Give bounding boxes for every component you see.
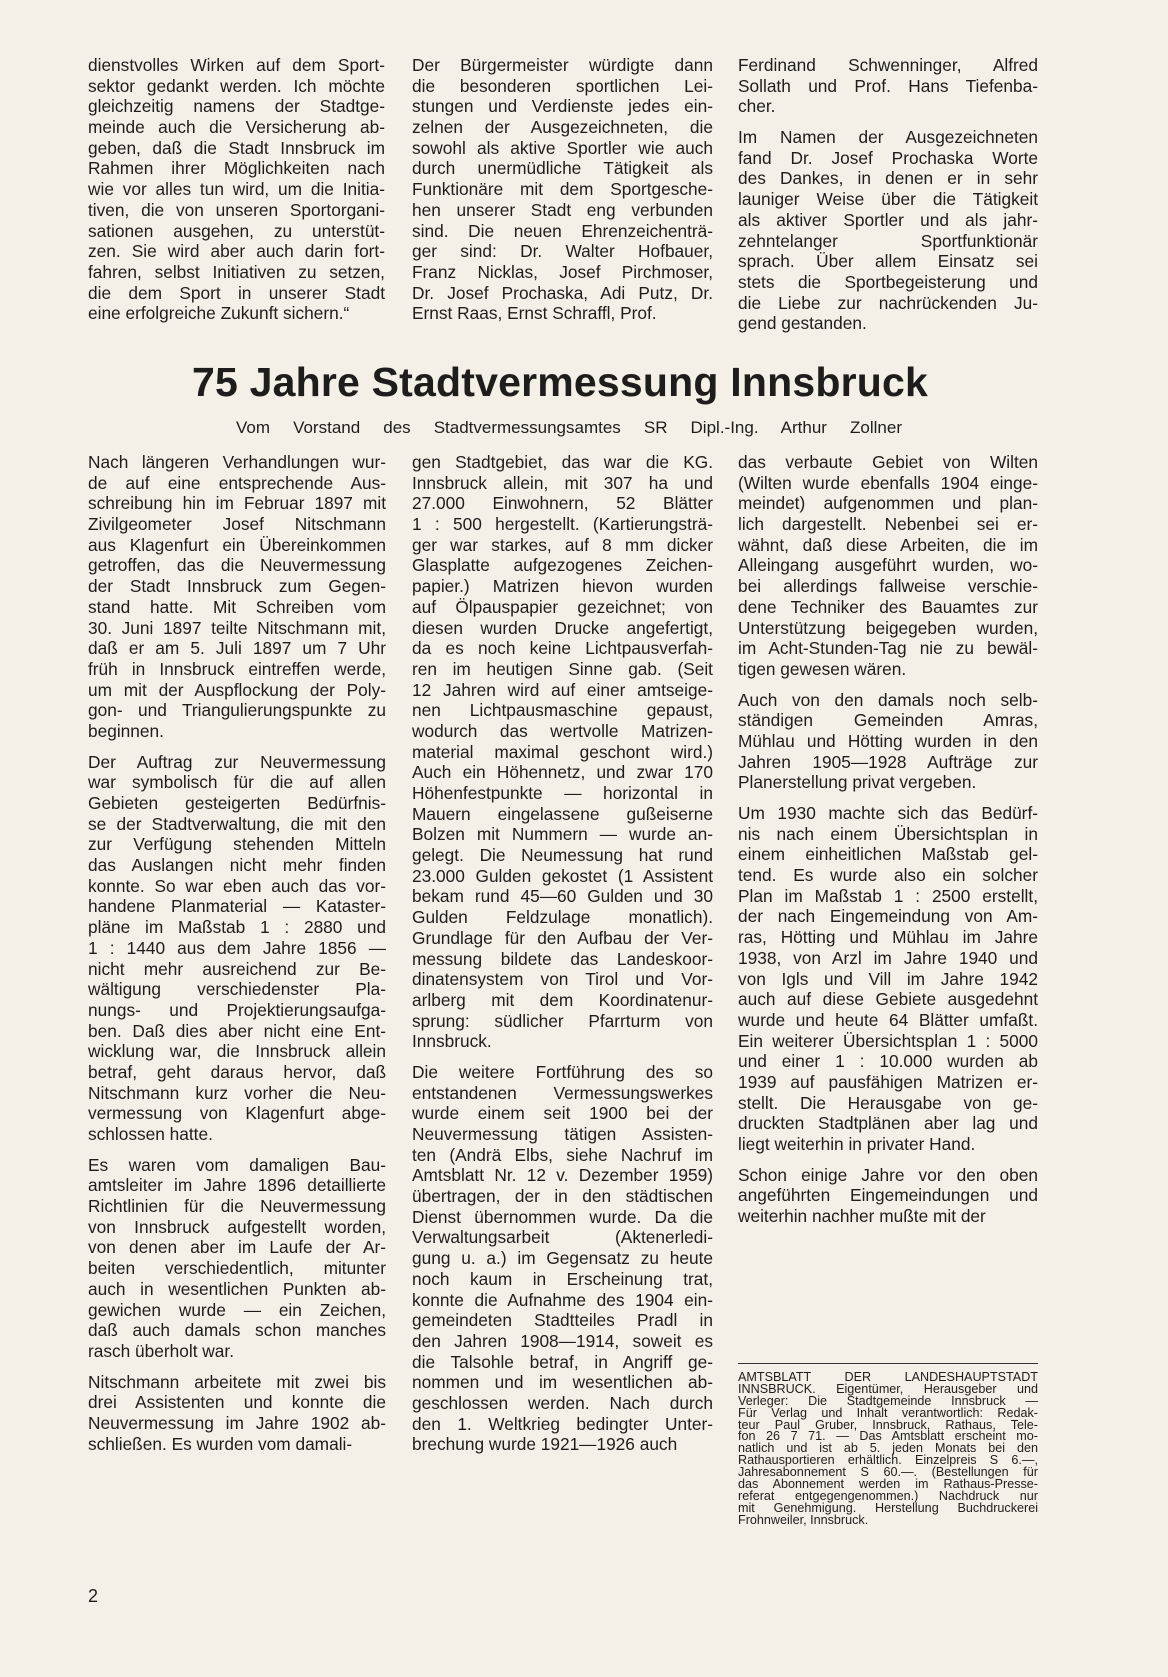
text-line: 30. Juni 1897 teilte Nitschmann mit,	[88, 617, 386, 638]
text-line: nicht mehr ausreichend zur Be-	[88, 958, 386, 979]
text-line: Amtsblatt Nr. 12 v. Dezember 1959)	[412, 1165, 713, 1186]
text-line: referat entgegengenommen.) Nachdruck nur	[738, 1488, 1038, 1503]
text-line: früh in Innsbruck eintreffen werde,	[88, 658, 386, 679]
text-line: daß er am 5. Juli 1897 um 7 Uhr	[88, 638, 386, 659]
text-line: den Jahren 1908—1914, soweit es	[412, 1330, 713, 1351]
text-line: Innsbruck.	[412, 1031, 492, 1052]
text-line: zur Verfügung stehenden Mitteln	[88, 834, 386, 855]
text-line: Gebieten gesteigerten Bedürfnis-	[88, 793, 386, 813]
text-line: einem einheitlichen Maßstab gel-	[738, 844, 1038, 865]
text-line: auch in wesentlichen Punkten ab-	[88, 1278, 386, 1299]
text-line: zelnen der Ausgezeichneten, die	[412, 117, 713, 138]
text-line: nen Lichtpausmaschine gepaust,	[412, 700, 713, 721]
text-line: die Liebe zur nachrückenden Ju-	[738, 292, 1038, 313]
text-line: schließen. Es wurden vom damali-	[88, 1433, 353, 1454]
text-line: fahren, selbst Initiativen zu setzen,	[88, 261, 385, 282]
text-line: ras, Hötting und Mühlau im Jahre	[738, 927, 1038, 948]
text-line: ger sind: Dr. Walter Hofbauer,	[412, 241, 713, 262]
paragraph	[738, 690, 1038, 793]
text-line: übertragen, der in den städtischen	[412, 1186, 713, 1207]
text-line: konnte die Aufnahme des 1904 ein-	[412, 1289, 713, 1310]
text-line: Verwaltungsarbeit (Aktenerledi-	[412, 1227, 713, 1248]
text-line: stand hatte. Mit Schreiben vom	[88, 596, 386, 617]
text-line: amtsleiter im Jahre 1896 detaillierte	[88, 1175, 386, 1196]
text-line: aus Klagenfurt ein Übereinkommen	[88, 534, 386, 555]
text-line: gon- und Triangulierungspunkte zu	[88, 700, 386, 721]
text-line: eine erfolgreiche Zukunft sichern.“	[88, 303, 350, 324]
text-line: 23.000 Gulden gekostet (1 Assistent	[412, 865, 713, 886]
paragraph	[738, 1372, 1038, 1527]
paragraph	[88, 1155, 386, 1362]
text-line: weiterhin nachher mußte mit der	[738, 1206, 986, 1227]
article-column-2	[412, 452, 713, 1465]
text-line: cher.	[738, 96, 776, 117]
text-line: der Stadt Innsbruck zum Gegen-	[88, 576, 386, 597]
text-line: druckten Stadtplänen aber lag und	[738, 1113, 1038, 1134]
paragraph	[738, 803, 1038, 1155]
text-line: die dem Sport in unserer Stadt	[88, 282, 385, 303]
imprint-box	[738, 1363, 1038, 1537]
text-line: wähnt, daß diese Arbeiten, die im	[738, 534, 1038, 555]
text-line: die Talsohle betraf, in Angriff ge-	[412, 1351, 713, 1372]
text-line: se der Stadtverwaltung, die mit den	[88, 813, 386, 834]
text-line: gewichen wurde — ein Zeichen,	[88, 1299, 386, 1320]
paragraph	[738, 1165, 1038, 1227]
text-line: Mühlau und Hötting wurden in den	[738, 730, 1038, 751]
text-line: dene Techniker des Bauamtes zur	[738, 596, 1038, 617]
text-line: stungen und Verdienste jedes ein-	[412, 96, 713, 117]
text-line: Ferdinand Schwenninger, Alfred	[738, 55, 1038, 75]
text-line: dienstvolles Wirken auf dem Sport-	[88, 55, 385, 75]
text-line: schlossen hatte.	[88, 1124, 213, 1144]
text-line: Bolzen mit Nummern — wurde an-	[412, 824, 713, 845]
text-line: Nitschmann kurz vorher die Neu-	[88, 1082, 386, 1103]
text-line: bekam rund 45—60 Gulden und 30	[412, 886, 713, 907]
text-line: von denen aber im Laufe der Ar-	[88, 1237, 386, 1258]
text-line: Der Auftrag zur Neuvermessung	[88, 751, 386, 772]
text-line: Alleingang ausgeführt wurden, wo-	[738, 555, 1038, 576]
article-title: 75 Jahre Stadtvermessung Innsbruck	[192, 359, 928, 405]
article-byline: Vom Vorstand des Stadtvermessungsamtes SR Dipl.-Ing. Arthur Zollner	[236, 418, 902, 437]
text-line: tigen gewesen wären.	[738, 658, 907, 679]
paragraph	[88, 752, 386, 1145]
text-line: zehntelanger Sportfunktionär	[738, 230, 1038, 251]
text-line: ger war starkes, auf 8 mm dicker	[412, 534, 713, 555]
paragraph	[412, 452, 713, 1052]
text-line: 1 : 500 hergestellt. (Kartierungsträ-	[412, 514, 713, 535]
text-line: beiten verschiedentlich, mitunter	[88, 1258, 386, 1279]
text-line: teur Paul Gruber, Innsbruck, Rathaus, Tele-	[738, 1417, 1038, 1432]
paragraph	[738, 55, 1038, 117]
text-line: um mit der Auspflockung der Poly-	[88, 679, 386, 700]
text-line: sowohl als aktive Sportler wie auch	[412, 137, 713, 158]
text-line: gung u. a.) im Gegensatz zu heute	[412, 1248, 713, 1269]
text-line: des Dankes, in denen er in sehr	[738, 168, 1038, 189]
text-line: mit Genehmigung. Herstellung Buchdruckerei	[738, 1500, 1038, 1515]
text-line: wurde und heute 64 Blätter umfaßt.	[738, 1009, 1038, 1030]
text-line: Im Namen der Ausgezeichneten	[738, 127, 1038, 148]
text-line: von Igls und Vill im Jahre 1942	[738, 968, 1038, 989]
text-line: geben, daß die Stadt Innsbruck im	[88, 137, 385, 158]
text-line: Ernst Raas, Ernst Schraffl, Prof.	[412, 303, 657, 324]
text-line: Die weitere Fortführung des so	[412, 1061, 713, 1082]
text-line: Für Verlag und Inhalt verantwortlich: Redak-	[738, 1405, 1038, 1420]
text-line: wältigung verschiedenster Pla-	[88, 979, 386, 1000]
text-line: konnte. So war eben auch das vor-	[88, 875, 386, 896]
text-line: nis nach einem Übersichtsplan in	[738, 823, 1038, 844]
text-line: (Wilten wurde ebenfalls 1904 einge-	[738, 472, 1038, 493]
text-line: Plan im Maßstab 1 : 2500 erstellt,	[738, 885, 1038, 906]
page-number: 2	[88, 1586, 99, 1606]
text-line: das Abonnement werden im Rathaus-Presse-	[738, 1477, 1038, 1492]
text-line: Unterstützung beigegeben wurden,	[738, 617, 1038, 638]
text-line: meinde auch die Versicherung ab-	[88, 117, 385, 138]
text-line: geschlossen werden. Nach durch	[412, 1392, 713, 1413]
text-line: gelegt. Die Neumessung hat rund	[412, 845, 713, 866]
text-line: Es waren vom damaligen Bau-	[88, 1154, 386, 1175]
top-column-3	[738, 55, 1038, 344]
text-line: pläne im Maßstab 1 : 2880 und	[88, 917, 386, 938]
text-line: dinatensystem von Tirol und Vor-	[412, 969, 713, 990]
text-line: den 1. Weltkrieg bedingter Unter-	[412, 1413, 713, 1434]
text-line: und einer 1 : 10.000 wurden ab	[738, 1051, 1038, 1072]
text-line: tiven, die von unseren Sportorgani-	[88, 199, 385, 220]
text-line: arlberg mit dem Koordinatenur-	[412, 989, 713, 1010]
text-line: ren im heutigen Sinne gab. (Seit	[412, 658, 713, 679]
text-line: sprung: südlicher Pfarrturm von	[412, 1010, 713, 1031]
text-line: 1 : 1440 aus dem Jahre 1856 —	[88, 937, 386, 958]
text-line: auf Ölpauspapier gezeichnet; von	[412, 596, 713, 617]
text-line: Schon einige Jahre vor den oben	[738, 1164, 1038, 1185]
text-line: natlich und ist ab 5. jeden Monats bei den	[738, 1441, 1038, 1456]
text-line: Nach längeren Verhandlungen wur-	[88, 452, 386, 472]
text-line: im Acht-Stunden-Tag nie zu bewäl-	[738, 638, 1038, 659]
text-line: Innsbruck allein, mit 307 ha und	[412, 472, 713, 493]
text-line: Neuvermessung im Jahre 1902 ab-	[88, 1412, 386, 1433]
text-line: da es noch keine Lichtpausverfah-	[412, 638, 713, 659]
text-line: Rathausportieren erhältlich. Einzelpreis S 6.—,	[738, 1453, 1038, 1468]
text-line: als aktiver Sportler und als jahr-	[738, 209, 1038, 230]
text-line: Funktionäre mit dem Sportgesche-	[412, 179, 713, 200]
text-line: stets die Sportbegeisterung und	[738, 271, 1038, 292]
text-line: Ein weiterer Übersichtsplan 1 : 5000	[738, 1030, 1038, 1051]
text-line: nommen und im wesentlichen ab-	[412, 1372, 713, 1393]
text-line: Dr. Josef Prochaska, Adi Putz, Dr.	[412, 282, 713, 303]
text-line: liegt weiterhin in privater Hand.	[738, 1134, 976, 1154]
paragraph	[88, 1372, 386, 1455]
text-line: Richtlinien für die Neuvermessung	[88, 1196, 386, 1217]
text-line: wicklung war, die Innsbruck allein	[88, 1041, 386, 1062]
text-line: durch unermüdliche Tätigkeit als	[412, 158, 713, 179]
paragraph	[412, 1062, 713, 1455]
text-line: ten (Andrä Elbs, siehe Nachruf im	[412, 1144, 713, 1165]
text-line: Frohnweiler, Innsbruck.	[738, 1512, 869, 1527]
text-line: vermessung von Klagenfurt abge-	[88, 1103, 386, 1124]
text-line: Sollath und Prof. Hans Tiefenba-	[738, 75, 1038, 96]
text-line: INNSBRUCK. Eigentümer, Herausgeber und	[738, 1381, 1038, 1396]
text-line: Jahren 1905—1928 Aufträge zur	[738, 751, 1038, 772]
text-line: bei allerdings fallweise verschie-	[738, 576, 1038, 597]
text-line: getroffen, das die Neuvermessung	[88, 555, 386, 576]
text-line: 12 Jahren wird auf einer amtseige-	[412, 679, 713, 700]
text-line: de auf eine entsprechende Aus-	[88, 472, 386, 493]
text-line: betraf, geht daraus hervor, daß	[88, 1061, 386, 1082]
text-line: Planerstellung privat vergeben.	[738, 772, 977, 793]
text-line: meindet) aufgenommen und plan-	[738, 493, 1038, 514]
text-line: wie vor alles tun wird, um die Initia-	[88, 179, 385, 200]
text-line: wurde einem seit 1900 bei der	[412, 1103, 713, 1124]
text-line: hen unserer Stadt eng verbunden	[412, 199, 713, 220]
text-line: 27.000 Einwohnern, 52 Blätter	[412, 493, 713, 514]
text-line: tend. Es wurde also ein solcher	[738, 865, 1038, 886]
text-line: Nitschmann arbeitete mit zwei bis	[88, 1371, 386, 1392]
text-line: gemeindeten Stadtteiles Pradl in	[412, 1310, 713, 1331]
paragraph	[88, 55, 385, 324]
text-line: sationen ausgehen, zu unterstüt-	[88, 220, 385, 241]
text-line: rasch überholt war.	[88, 1340, 235, 1361]
text-line: zen. Sie wird aber auch darin fort-	[88, 241, 385, 262]
text-line: 1939 auf pausfähigen Matrizen er-	[738, 1071, 1038, 1092]
text-line: launiger Weise über die Tätigkeit	[738, 189, 1038, 210]
text-line: von Innsbruck aufgestellt worden,	[88, 1216, 386, 1237]
text-line: Der Bürgermeister würdigte dann	[412, 55, 713, 75]
paragraph	[738, 127, 1038, 334]
text-line: sektor gedankt werden. Ich möchte	[88, 75, 385, 96]
text-line: das Auslangen nicht mehr finden	[88, 855, 386, 876]
text-line: Jahresabonnement S 60.—. (Bestellungen für	[738, 1465, 1038, 1480]
text-line: noch kaum in Erscheinung trat,	[412, 1268, 713, 1289]
text-line: fand Dr. Josef Prochaska Worte	[738, 147, 1038, 168]
text-line: drei Assistenten und konnte die	[88, 1392, 386, 1413]
text-line: fon 26 7 71. — Das Amtsblatt erscheint mo-	[738, 1429, 1038, 1444]
text-line: messung bildete das Landeskoor-	[412, 948, 713, 969]
text-line: lich dargestellt. Nebenbei sei er-	[738, 514, 1038, 535]
text-line: Mauern eingelassene gußeiserne	[412, 803, 713, 824]
text-line: handene Planmaterial — Kataster-	[88, 896, 386, 917]
text-line: Glasplatte aufgezogenes Zeichen-	[412, 555, 713, 576]
text-line: Gulden Feldzulage monatlich).	[412, 907, 713, 928]
text-line: schreibung hin im Februar 1897 mit	[88, 493, 386, 514]
top-column-1	[88, 55, 385, 334]
text-line: papier.) Matrizen hievon wurden	[412, 576, 713, 597]
text-line: sprach. Über allem Einsatz sei	[738, 251, 1038, 272]
text-line: Höhenfestpunkte — horizontal in	[412, 783, 713, 803]
text-line: Dienst übernommen wurde. Da die	[412, 1206, 713, 1227]
text-line: gen Stadtgebiet, das war die KG.	[412, 452, 713, 472]
article-column-3	[738, 452, 1038, 1237]
text-line: Um 1930 machte sich das Bedürf-	[738, 803, 1038, 823]
text-line: Auch von den damals noch selb-	[738, 689, 1038, 710]
text-line: AMTSBLATT DER LANDESHAUPTSTADT	[738, 1370, 1038, 1384]
text-line: Grundlage für den Aufbau der Ver-	[412, 927, 713, 948]
article-column-1	[88, 452, 386, 1464]
text-line: stellt. Die Herausgabe von ge-	[738, 1092, 1038, 1113]
text-line: brechung wurde 1921—1926 auch	[412, 1434, 678, 1455]
text-line: beginnen.	[88, 720, 164, 741]
text-line: ständigen Gemeinden Amras,	[738, 710, 1038, 731]
text-line: Franz Nicklas, Josef Pirchmoser,	[412, 261, 713, 282]
text-line: war symbolisch für die auf allen	[88, 772, 386, 793]
text-line: Auch ein Höhennetz, und zwar 170	[412, 762, 713, 783]
text-line: die besonderen sportlichen Lei-	[412, 75, 713, 96]
text-line: angeführten Eingemeindungen und	[738, 1185, 1038, 1206]
text-line: der nach Eingemeindung von Am-	[738, 906, 1038, 927]
paragraph	[412, 55, 713, 324]
text-line: daß auch damals schon manches	[88, 1320, 386, 1341]
text-line: 1938, von Arzl im Jahre 1940 und	[738, 947, 1038, 968]
paragraph	[738, 452, 1038, 680]
text-line: Verleger: Die Stadtgemeinde Innsbruck —	[738, 1393, 1038, 1408]
text-line: ben. Daß dies aber nicht eine Ent-	[88, 1020, 386, 1041]
text-line: nungs- und Projektierungsaufga-	[88, 999, 386, 1020]
text-line: diesen wurden Drucke angefertigt,	[412, 617, 713, 638]
text-line: Rahmen ihrer Möglichkeiten nach	[88, 158, 385, 179]
text-line: entstandenen Vermessungswerkes	[412, 1082, 713, 1103]
text-line: gend gestanden.	[738, 313, 867, 334]
text-line: material maximal geschont wird.)	[412, 741, 713, 762]
text-line: das verbaute Gebiet von Wilten	[738, 452, 1038, 472]
text-line: gleichzeitig namens der Stadtge-	[88, 96, 385, 117]
text-line: Zivilgeometer Josef Nitschmann	[88, 514, 386, 535]
text-line: Neuvermessung tätigen Assisten-	[412, 1124, 713, 1144]
text-line: wodurch das wertvolle Matrizen-	[412, 720, 713, 741]
paragraph	[88, 452, 386, 742]
top-column-2	[412, 55, 713, 334]
text-line: sind. Die neuen Ehrenzeichenträ-	[412, 220, 713, 241]
text-line: auch auf diese Gebiete ausgedehnt	[738, 989, 1038, 1010]
